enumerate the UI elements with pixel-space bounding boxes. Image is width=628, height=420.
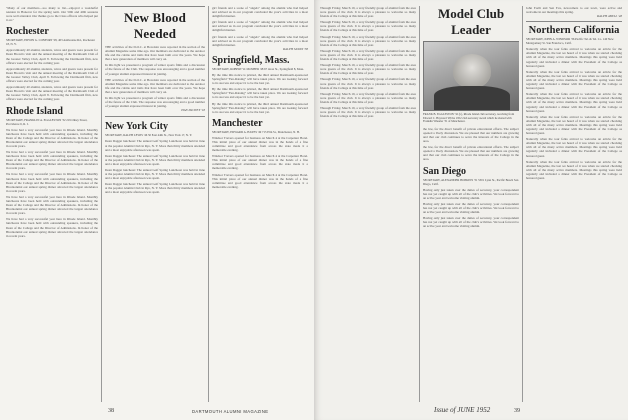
new-blood-title: New Blood Needed (123, 10, 187, 41)
san-diego-heading: San Diego (423, 165, 467, 177)
right-column-1 (320, 6, 416, 404)
opening-body-8: Through Friday, March 19, a very friendly group of alumni from the area were guests of the club. It is always a pleasure to welcome so many friends of the College at this time of year. (320, 105, 416, 119)
right-signature: RALPH ABELL '48 (597, 14, 622, 19)
continued-signature: RALPH SAWIN '38 (283, 46, 308, 51)
springfield-byline: SECRETARY, ROBERT W. MOSHER '48 67 Avon St., Springfield 8, Mass. (212, 66, 304, 71)
rochester-body-cont-2: Approximately 40 alumni, students, wives and guests were present for Dean Brown's visit and the annual meeting of the Dartmouth Club of the Greater Valley Club, April 8. Following the Dartmouth film, new officers were elected for the coming year. (6, 85, 98, 102)
rhode-island-body-cont-3: We have had a very successful year here in Rhode Island. Monthly luncheons have been held with outstanding speakers, including the Dean of the College and the Director of Admissions. In honor of the Bicentennial our annual spring dinner attracted the largest attendance in recent years. (6, 194, 98, 216)
continued-right-body: John Forth and Sen Fox, newcomers to our town, were active and welcome in our meetings this spring. (526, 6, 622, 15)
manchester-body-cont: Windsor Trevers opened for business on March 4 at the Carpenter Hotel. This initial place of our annual dinner was in the hands of a fine committee and good attendance from across the state made it a memorable evening. (212, 154, 308, 171)
right-column-divider (419, 6, 420, 402)
right-page-number: 39 (514, 408, 520, 414)
rhode-island-body: We have had a very successful year here in Rhode Island. Monthly luncheons have been held with outstanding speakers, including the Dean of the College and the Director of Admissions. In honor of the Bicentennial our annual spring dinner attracted the largest attendance in recent years. (6, 127, 98, 148)
middle-body-2: the law, for the direct benefit of private educational efforts. The subject opened a lively discussion. We are pleased that our numbers are growing and that our club continues to serve the interests of the College in the area. (423, 145, 519, 162)
northern-california-body-6: Naturally when the tour folks arrived to welcome an article for the Alumni Magazine, the last we heard of it was when we started checking with all of the many active members. Meetings this spring were held regularly and included a dinner with the President of the College as honored guest. (526, 159, 622, 180)
club-leader-photo (423, 41, 519, 111)
magazine-name-footer: DARTMOUTH ALUMNI MAGAZINE (192, 409, 269, 414)
continued-body-3: girl friends and a scene of "angels" among the alumni who had helped and advised us in our program concluded the year's activities in a most delightful manner. (212, 34, 308, 47)
right-column-divider-2 (522, 6, 523, 402)
section-rule (105, 116, 205, 117)
opening-body-4: Through Friday, March 19, a very friendly group of alumni from the area were guests of the club. It is always a pleasure to welcome so many friends of the College at this time of year. (320, 48, 416, 62)
intro-text: "Many of our members—too many to list—enjoyed a wonderful reunion in Hanover for the spring term. Our 50th and 40th sessions were well attended. Our thanks go to the Class officers who helped put it on." (6, 6, 98, 23)
northern-california-body: Naturally when the tour folks arrived to welcome an article for the Alumni Magazine, the last we heard of it was when we started checking with all of the many active members. Meetings this spring were held regularly and included a dinner with the President of the College as honored guest. (526, 47, 622, 68)
rochester-body: Approximately 40 alumni, students, wives and guests were present for Dean Brown's visit and the annual meeting of the Dartmouth Club of the Greater Valley Club, April 8. Following the Dartmouth film, new officers were elected for the coming year. (6, 48, 98, 65)
left-column-2 (105, 6, 205, 404)
rochester-byline: SECRETARY, EDWIN G. CONFORT '28, 403 Ashbourne Rd., Rochester 18, N. Y. (6, 38, 95, 47)
nyc-body-cont: Dean Dagget luncheon: The annual Golf Spring Luncheon was held in June at the popular Alumni Club in Rye, N. Y. More than thirty members attended and a most enjoyable afternoon was spent. (105, 153, 205, 166)
san-diego-body: Having only just taken over the duties of secretary, your correspondent has not yet caught up with all of the club's activities. We look forward to an active year and welcome visiting alumni. (423, 187, 519, 200)
continued-body: girl friends and a scene of "angels" among the alumni who had helped and advised us in our program concluded the year's activities in a most delightful manner. (212, 6, 308, 19)
springfield-body-cont: By the time this notice is printed, the third annual Dartmouth-sponsored Springfield "Fun-Raising" will have taken place. We are looking forward to its success and expect it to be the best yet. (212, 87, 308, 100)
northern-california-body-4: Naturally when the tour folks arrived to welcome an article for the Alumni Magazine, the last we heard of it was when we started checking with all of the many active members. Meetings this spring were held regularly and included a dinner with the President of the College as honored guest. (526, 114, 622, 136)
nyc-body-cont-3: Dean Dagget luncheon: The annual Golf Spring Luncheon was held in June at the popular Alumni Club in Rye, N. Y. More than thirty members attended and a most enjoyable afternoon was spent. (105, 182, 205, 195)
right-column-3 (526, 6, 622, 404)
right-section-rule (526, 21, 622, 22)
column-divider (101, 6, 102, 402)
opening-body-2: Through Friday, March 19, a very friendly group of alumni from the area were guests of the club. It is always a pleasure to welcome so many friends of the College at this time of year. (320, 20, 416, 33)
photo-face (453, 54, 491, 88)
new-blood-body-4: In this light we presented a program of winter sports films and a discussion of the future of the Club. The response was encouraging and a good number of younger alumni expressed interest in joining. (105, 96, 205, 109)
rhode-island-body-cont-4: We have had a very successful year here in Rhode Island. Monthly luncheons have been held with outstanding speakers, including the Dean of the College and the Director of Admissions. In honor of the Bicentennial our annual spring dinner attracted the largest attendance in recent years. (6, 217, 98, 238)
title-rule (105, 6, 205, 7)
opening-body: Through Friday, March 19, a very friendly group of alumni from the area were guests of the club. It is always a pleasure to welcome so many friends of the College at this time of year. (320, 6, 416, 19)
springfield-body-cont-2: By the time this notice is printed, the third annual Dartmouth-sponsored Springfield "Fun-Raising" will have taken place. We are looking forward to its success and expect it to be the best yet. (212, 101, 308, 114)
rochester-heading: Rochester (6, 26, 49, 38)
model-club-leader-title: Model Club Leader (437, 6, 505, 37)
column-divider-2 (208, 6, 209, 402)
rhode-island-heading: Rhode Island (6, 105, 63, 117)
manchester-body-cont-2: Windsor Trevers opened for business on March 4 at the Carpenter Hotel. This initial place of our annual dinner was in the hands of a fine committee and good attendance from across the state made it a memorable evening. (212, 172, 308, 189)
right-column-2 (423, 6, 519, 404)
northern-california-heading: Northern California (528, 25, 620, 37)
nyc-body-cont-2: Dean Dagget luncheon: The annual Golf Spring Luncheon was held in June at the popular Alumni Club in Rye, N. Y. More than thirty members attended and a most enjoyable afternoon was spent. (105, 167, 205, 181)
nyc-body: Dean Dagget luncheon: The annual Golf Spring Luncheon was held in June at the popular Alumni Club in Rye, N. Y. More than thirty members attended and a most enjoyable afternoon was spent. (105, 139, 205, 152)
nyc-byline: SECRETARY, RALPH LEWIS '46 50 East 44th St., New York 17, N. Y. (105, 133, 193, 138)
rhode-island-byline: SECRETARY, FRANKLIN A. EGGLESTON '32 219 Olney Street, Providence 6, R. I. (6, 117, 88, 126)
rhode-island-body-cont: We have had a very successful year here in Rhode Island. Monthly luncheons have been held with outstanding speakers, including the Dean of the College and the Director of Admissions. In honor of the Bicentennial our annual spring dinner attracted the largest attendance in recent years. (6, 149, 98, 171)
opening-body-7: Through Friday, March 19, a very friendly group of alumni from the area were guests of the club. It is always a pleasure to welcome so many friends of the College at this time of year. (320, 91, 416, 104)
left-column-1 (6, 6, 98, 404)
northern-california-body-5: Naturally when the tour folks arrived to welcome an article for the Alumni Magazine, the last we heard of it was when we started checking with all of the many active members. Meetings this spring were held regularly and included a dinner with the President of the College as honored guest. (526, 137, 622, 158)
northern-california-body-3: Naturally when the tour folks arrived to welcome an article for the Alumni Magazine, the last we heard of it was when we started checking with all of the many active members. Meetings this spring were held regularly and included a dinner with the President of the College as honored guest. (526, 92, 622, 113)
opening-body-3: Through Friday, March 19, a very friendly group of alumni from the area were guests of the club. It is always a pleasure to welcome so many friends of the College at this time of year. (320, 34, 416, 47)
photo-suit (434, 86, 511, 110)
san-diego-body-3: Having only just taken over the duties of secretary, your correspondent has not yet caught up with all of the club's activities. We look forward to an active year and welcome visiting alumni. (423, 216, 519, 229)
left-page-number: 38 (108, 408, 114, 414)
northern-california-body-2: Naturally when the tour folks arrived to welcome an article for the Alumni Magazine, the last we heard of it was when we started checking with all of the many active members. Meetings this spring were held regularly and included a dinner with the President of the College as honored guest. (526, 69, 622, 91)
northern-california-byline: SECRETARY, JOHN A. WINDSOR '36 Pacific Tel. & Tel. Co. 140 New Montgomery St. San Francisco, Calif. (526, 37, 614, 46)
new-blood-body-1: THE activities of the D.O.C. at Bowdoin were reported in the section of the Alumni Magazine some time ago. Our members are dedicated to the outdoor life and the cabins and trails that have been built over the years. We hope that a new generation of members will carry on. (105, 45, 205, 62)
continued-body-2: girl friends and a scene of "angels" among the alumni who had helped and advised us in our program concluded the year's activities in a most delightful manner. (212, 20, 308, 33)
rochester-body-cont: Approximately 40 alumni, students, wives and guests were present for Dean Brown's visit and the annual meeting of the Dartmouth Club of the Greater Valley Club, April 8. Following the Dartmouth film, new officers were elected for the coming year. (6, 66, 98, 84)
left-column-3 (212, 6, 308, 404)
new-blood-body-2: In this light we presented a program of winter sports films and a discussion of the future of the Club. The response was encouraging and a good number of younger alumni expressed interest in joining. (105, 63, 205, 76)
opening-body-6: Through Friday, March 19, a very friendly group of alumni from the area were guests of the club. It is always a pleasure to welcome so many friends of the College at this time of year. (320, 77, 416, 90)
photo-caption: FRANK B. EGGLESTON '32 (l.), Rhode Island club secretary, receiving from Edward C. Hayward '28 the 1952 club secretary award which he shared with Franklin Wheeler '31 of Manchester. (423, 112, 515, 124)
springfield-body: By the time this notice is printed, the third annual Dartmouth-sponsored Springfield "Fun-Raising" will have taken place. We are looking forward to its success and expect it to be the best yet. (212, 72, 308, 86)
opening-body-5: Through Friday, March 19, a very friendly group of alumni from the area were guests of the club. It is always a pleasure to welcome so many friends of the College at this time of year. (320, 63, 416, 76)
springfield-heading: Springfield, Mass. (212, 54, 290, 66)
nyc-heading: New York City (105, 121, 168, 133)
issue-footer: Issue of JUNE 1952 (434, 406, 491, 414)
new-blood-body-3: THE activities of the D.O.C. at Bowdoin were reported in the section of the Alumni Magazine some time ago. Our members are dedicated to the outdoor life and the cabins and trails that have been built over the years. We hope that a new generation of members will carry on. (105, 77, 205, 94)
right-page (314, 0, 628, 420)
manchester-byline: SECRETARY, EDWARD A. HAYES '49 715 Elm St., Manchester, N. H. (212, 129, 300, 134)
manchester-heading: Manchester (212, 117, 263, 129)
san-diego-body-2: Having only just taken over the duties of secretary, your correspondent has not yet caught up with all of the club's activities. We look forward to an active year and welcome visiting alumni. (423, 201, 519, 214)
rhode-island-body-cont-2: We have had a very successful year here in Rhode Island. Monthly luncheons have been held with outstanding speakers, including the Dean of the College and the Director of Admissions. In honor of the Bicentennial our annual spring dinner attracted the largest attendance in recent years. (6, 172, 98, 193)
middle-body: the law, for the direct benefit of private educational efforts. The subject opened a lively discussion. We are pleased that our numbers are growing and that our club continues to serve the interests of the College in the area. (423, 126, 519, 144)
manchester-body: Windsor Trevers opened for business on March 4 at the Carpenter Hotel. This initial place of our annual dinner was in the hands of a fine committee and good attendance from across the state made it a memorable evening. (212, 135, 308, 153)
new-blood-signature: HAN PACHEY '18 (181, 108, 205, 113)
san-diego-byline: SECRETARY, ALEXANDER HOPKINS '31 5301 Lynn St., Pacific Beach San Diego, Calif. (423, 177, 519, 186)
